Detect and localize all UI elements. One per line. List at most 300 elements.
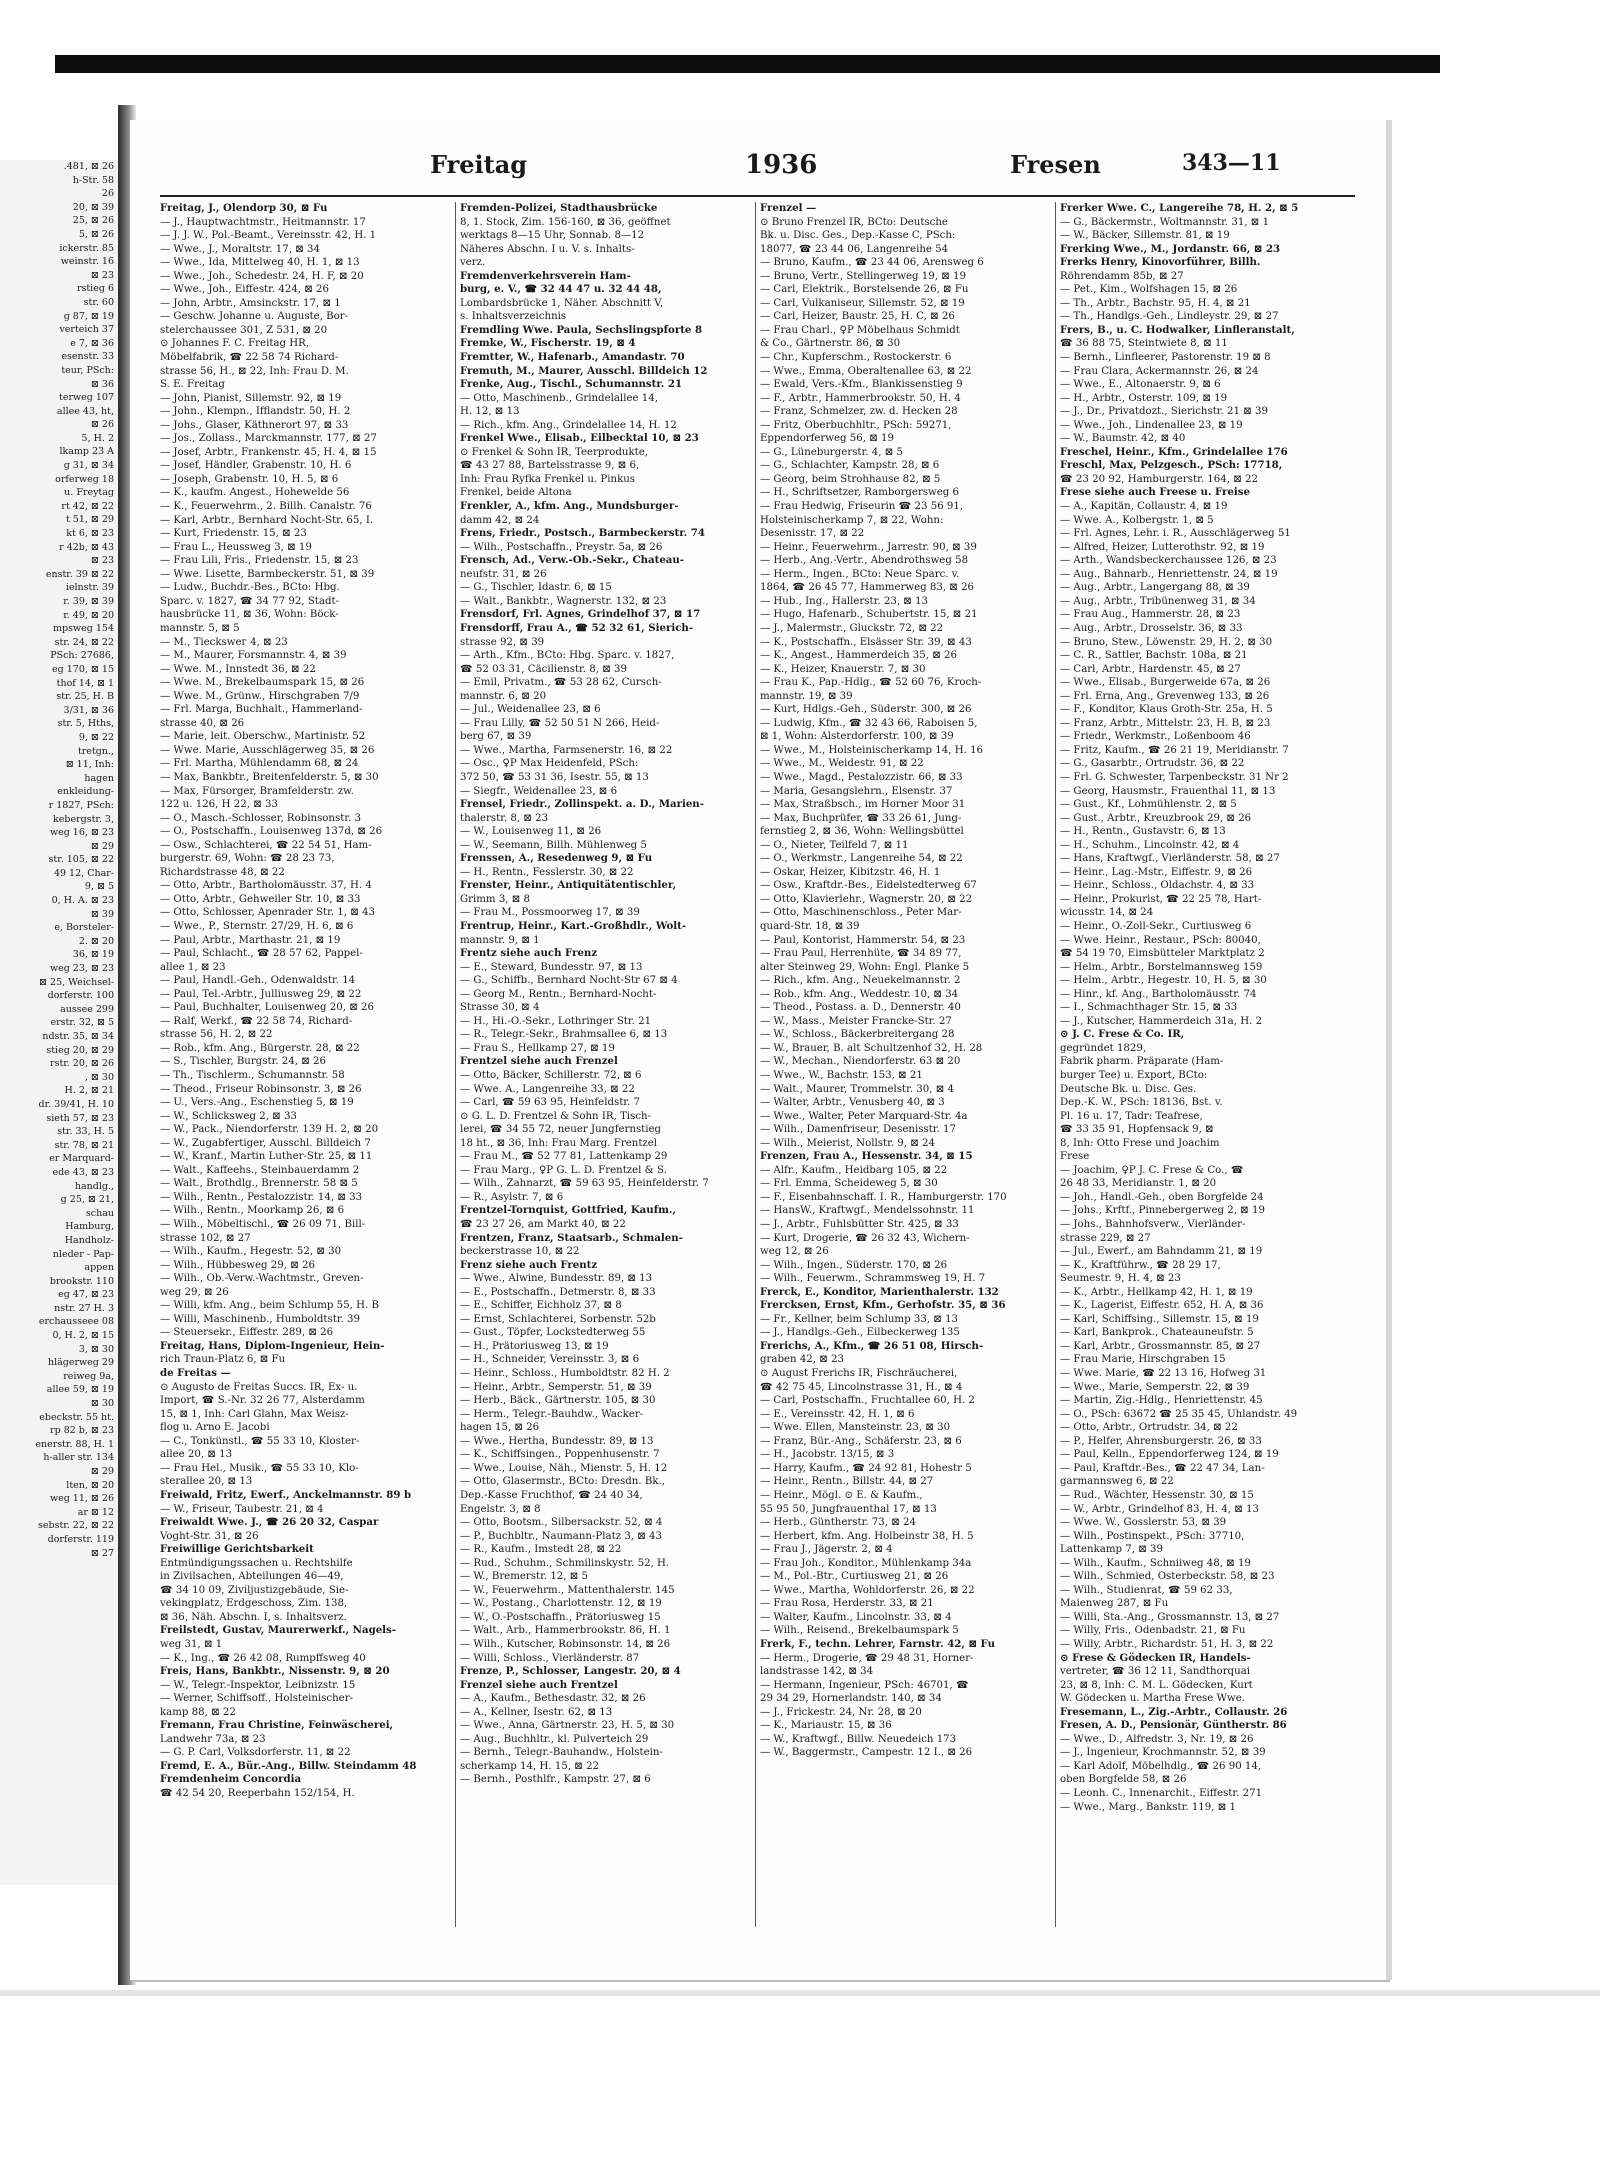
directory-entry: — J., Ingenieur, Krochmannstr. 52, ⊠ 39 [1060,1747,1266,1759]
directory-entry: — Aug., Arbtr., Drosselstr. 36, ⊠ 33 [1060,622,1243,634]
directory-entry: — Wilh., Hübbesweg 29, ⊠ 26 [160,1259,315,1271]
directory-entry: — Marie, leit. Oberschw., Martinistr. 52 [160,731,366,743]
directory-entry: — F., Eisenbahnschaff. I. R., Hamburgerstr. 170 [760,1191,1007,1203]
previous-page-line: ⊠ 27 [90,1547,114,1559]
directory-entry: Fremtter, W., Hafenarb., Amandastr. 70 [460,351,685,364]
directory-entry: — Paul, Buchhalter, Louisenweg 20, ⊠ 26 [160,1002,374,1014]
directory-entry: H. 12, ⊠ 13 [460,406,520,418]
previous-page-line: ⊠ 29 [90,1466,114,1477]
directory-entry: — W., Zugabfertiger, Ausschl. Billdeich 7 [160,1137,371,1149]
directory-entry: — Wilh., Möbeltischl., ☎ 26 09 71, Bill- [160,1219,366,1231]
directory-entry: — M., Tieckswег 4, ⊠ 23 [160,636,288,648]
previous-page-line: terweg 107 [59,392,114,404]
previous-page-line: rt 42, ⊠ 22 [61,500,114,512]
directory-entry: Freitag, Hans, Diplom-Ingenieur, Hein- [160,1339,385,1352]
directory-entry: ☎ 34 10 09, Ziviljustizgebäude, Sie- [160,1584,349,1596]
previous-page-line: 25, ⊠ 26 [72,215,114,227]
directory-entry: — W., Bremerstr. 12, ⊠ 5 [460,1571,589,1583]
directory-entry: ⊙ Augusto de Freitas Succs. IR, Ex- u. [160,1381,358,1393]
directory-entry: — Wwe., D., Alfredstr. 3, Nr. 19, ⊠ 26 [1060,1733,1254,1745]
directory-entry: Deutsche Bk. u. Disc. Ges. [1060,1083,1197,1095]
directory-entry: — Jul., Ewerf., am Bahndamm 21, ⊠ 19 [1060,1246,1263,1258]
directory-entry: 372 50, ☎ 53 31 36, Isestr. 55, ⊠ 13 [460,771,649,783]
directory-entry: Fremdling Wwe. Paula, Sechslingspforte 8 [460,323,703,336]
previous-page-line: ⊠ 39 [90,908,114,920]
directory-entry: 18 ht., ⊠ 36, Inh: Frau Marg. Frentzel [460,1137,658,1149]
previous-page-line: 9, ⊠ 5 [84,881,114,893]
directory-entry: werktags 8—15 Uhr, Sonnab. 8—12 [460,230,645,242]
directory-entry: — Osw., Schlachterei, ☎ 22 54 51, Ham- [160,839,372,851]
directory-entry: — W., Mechan., Niendorferstr. 63 ⊠ 20 [760,1056,961,1068]
directory-entry: — Carl, Vulkaniseur, Sillemstr. 52, ⊠ 19 [760,297,965,309]
directory-entry: — Hans, Kraftwgf., Vierländerstr. 58, ⊠ 27 [1060,853,1280,865]
directory-entry: — Frau K., Pap.-Hdlg., ☎ 52 60 76, Kroch- [760,677,982,689]
directory-entry: — H., Jacobstr. 13/15, ⊠ 3 [760,1449,895,1461]
directory-entry: — Gust., Kf., Lohmühlenstr. 2, ⊠ 5 [1060,799,1237,811]
directory-entry: — Wwe., Elisab., Burgerweide 67a, ⊠ 26 [1060,677,1271,689]
directory-entry: — Wilh., Rentn., Moorkamp 26, ⊠ 6 [160,1205,345,1217]
directory-entry: Fremdenheim Concordia [160,1773,302,1786]
directory-entry: ☎ 52 03 31, Cäcilienstr. 8, ⊠ 39 [460,663,627,675]
directory-entry: — O., Postschaffn., Louisenweg 137d, ⊠ 26 [160,826,383,838]
directory-entry: quard-Str. 18, ⊠ 39 [760,920,860,932]
directory-entry: — Heinr., Schloss., Oldachstr. 4, ⊠ 33 [1060,880,1255,892]
directory-entry: — P., Buchbltr., Naumann-Platz 3, ⊠ 43 [460,1530,663,1542]
directory-entry: Frensel, Friedr., Zollinspekt. a. D., Marien- [460,798,704,811]
directory-entry: Frercksen, Ernst, Kfm., Gerhofstr. 35, ⊠ 36 [760,1299,1006,1312]
directory-column-4 [1060,202,1352,1927]
directory-entry: — Wwe., Marie, Semperstr. 22, ⊠ 39 [1060,1381,1250,1393]
directory-entry: — Georg, Hausmstr., Frauenthal 11, ⊠ 13 [1060,785,1276,797]
directory-entry: Frenz siehe auch Frentz [460,1258,598,1271]
previous-page-line: nstr. 27 H. 3 [54,1302,114,1314]
directory-entry: — Bernh., Linfleerer, Pastorenstr. 19 ⊠ 8 [1060,352,1271,364]
directory-entry: — G., Schlachter, Kampstr. 28, ⊠ 6 [760,460,940,472]
directory-entry: — Ludw., Buchdr.-Bes., BCto: Hbg. [160,582,340,594]
directory-entry: Frese siehe auch Freese u. Freise [1060,486,1250,499]
directory-entry: — Georg M., Rentn., Bernhard-Nocht- [460,988,657,1000]
directory-entry: — Oskar, Heizer, Kibitzstr. 46, H. 1 [760,866,941,878]
previous-page-line: ickerstr. 85 [59,242,114,254]
directory-entry: — J., Kutscher, Hammerdeich 31a, H. 2 [1060,1015,1263,1027]
previous-page-line: ⊠ 11, Inh: [65,759,114,771]
directory-entry: s. Inhaltsverzeichnis [460,311,567,323]
directory-entry: Frentz siehe auch Frenz [460,947,598,960]
directory-entry: — C. R., Sattler, Bachstr. 108a, ⊠ 21 [1060,650,1248,662]
directory-entry: — Harry, Kaufm., ☎ 24 92 81, Hohestr 5 [760,1462,972,1474]
directory-entry: — Wwe., Joh., Schedestr. 24, H. F, ⊠ 20 [160,270,364,282]
directory-entry: — H., Schuhm., Lincolnstr. 42, ⊠ 4 [1060,839,1240,851]
directory-entry: Sparc. v. 1827, ☎ 34 77 92, Stadt- [160,595,340,607]
previous-page-line: t 51, ⊠ 29 [65,514,114,526]
directory-entry: — H., Rentn., Fesslerstr. 30, ⊠ 22 [460,866,634,878]
directory-entry: Inh: Frau Ryfka Frenkel u. Pinkus [460,473,636,485]
directory-entry: S. E. Freitag [160,379,225,391]
directory-entry: — Joh., Handl.-Geh., oben Borgfelde 24 [1060,1191,1264,1203]
previous-page-line: .481, ⊠ 26 [63,161,114,172]
previous-page-line: 36, ⊠ 19 [72,949,114,961]
directory-entry: 1864, ☎ 26 45 77, Hammerweg 83, ⊠ 26 [760,582,975,594]
directory-entry: — Heinr., Arbtr., Semperstr. 51, ⊠ 39 [460,1381,652,1393]
directory-entry: — Carl, Arbtr., Hardenstr. 45, ⊠ 27 [1060,663,1241,675]
directory-entry: ⊙ G. L. D. Frentzel & Sohn IR, Tisch- [460,1110,652,1122]
directory-entry: — Willi, kfm. Ang., beim Schlump 55, H. B [160,1300,379,1312]
directory-entry: — Theod., Friseur Robinsonstr. 3, ⊠ 26 [160,1083,362,1095]
directory-entry: gegründet 1829, [1060,1042,1147,1054]
directory-entry: ⊙ Johannes F. C. Freitag HR, [160,338,310,350]
directory-entry: — Otto, Glasermstr., BCto: Dresdn. Bk., [460,1476,665,1488]
directory-entry: — O., Werkmstr., Langenreihe 54, ⊠ 22 [760,853,963,865]
previous-page-line: ⊠ 36 [90,378,114,390]
directory-entry: — S., Tischler, Burgstr. 24, ⊠ 26 [160,1056,326,1068]
directory-entry: — Frau Marg., ♀P G. L. D. Frentzel & S. [460,1164,667,1176]
previous-page-line: ⊠ 29 [90,840,114,852]
directory-entry: — Walter, Kaufm., Lincolnstr. 33, ⊠ 4 [760,1611,952,1623]
directory-entry: Grimm 3, ⊠ 8 [460,893,531,905]
directory-entry: — Jos., Zollass., Marckmannstr. 177, ⊠ 27 [160,433,377,445]
directory-entry: — Walt., Brothdlg., Brennerstr. 58 ⊠ 5 [160,1178,358,1190]
directory-entry: — Friedr., Werkmstr., Loßenboom 46 [1060,731,1251,743]
directory-entry: strasse 56, H. 2, ⊠ 22 [160,1029,273,1041]
previous-page-line: 0, H. 2, ⊠ 15 [52,1330,114,1342]
previous-page-line: g 31, ⊠ 34 [63,460,114,472]
previous-page-line: rstr. 20, ⊠ 26 [50,1058,114,1070]
previous-page-line: , ⊠ 30 [84,1071,114,1083]
directory-column-3 [760,202,1052,1927]
directory-entry: Freitag, J., Olendorp 30, ⊠ Fu [160,202,328,214]
directory-entry: Frenkel, beide Altona [460,487,572,499]
directory-entry: kamp 88, ⊠ 22 [160,1706,236,1718]
previous-page-line: weinstr. 16 [60,256,114,268]
directory-entry: — Fritz, Kaufm., ☎ 26 21 19, Meridianstr. 7 [1060,744,1289,756]
directory-entry: — Heinr., Mögl. ⊙ E. & Kaufm., [760,1489,923,1501]
directory-entry: — Frau Charl., ♀P Möbelhaus Schmidt [760,324,960,336]
directory-entry: — Karl, Arbtr., Bernhard Nocht-Str. 65, I. [160,514,374,526]
directory-entry: — Karl, Bankprok., Chateauneufstr. 5 [1060,1327,1254,1339]
directory-entry: — Willi, Schloss., Vierländerstr. 87 [460,1652,640,1664]
directory-entry: weg 29, ⊠ 26 [160,1286,229,1298]
directory-entry: — Wilh., Ob.-Verw.-Wachtmstr., Greven- [160,1273,364,1285]
directory-entry: — Rud., Schuhm., Schmilinskystr. 52, H. [460,1557,670,1569]
directory-entry: — Paul, Schlacht., ☎ 28 57 62, Pappel- [160,948,363,960]
directory-entry: Frerichs, A., Kfm., ☎ 26 51 08, Hirsch- [760,1339,984,1352]
directory-entry: W. Gödecken u. Martha Frese Wwe. [1060,1693,1245,1705]
directory-entry: — Frau Hel., Musik., ☎ 55 33 10, Klo- [160,1462,359,1474]
previous-page-line: PSch: 27686, [50,650,114,662]
directory-entry: — W., Bäcker, Sillemstr. 81, ⊠ 19 [1060,230,1230,242]
directory-entry: — Max, Straßbsch., im Horner Moor 31 [760,799,966,811]
directory-entry: — Bruno, Stew., Löwenstr. 29, H. 2, ⊠ 30 [1060,636,1273,648]
directory-entry: 15, ⊠ 1, Inh: Carl Glahn, Max Weisz- [160,1408,349,1420]
directory-entry: — Wilh., Rentn., Pestalozzistr. 14, ⊠ 33 [160,1191,363,1203]
directory-entry: — O., Nieter, Teilfeld 7, ⊠ 11 [760,839,909,851]
directory-entry: — John, Pianist, Sillemstr. 92, ⊠ 19 [160,392,342,404]
previous-page-line: h-Str. 58 [72,174,114,186]
previous-page-edge [0,160,118,1885]
previous-page-line: kt 6, ⊠ 23 [66,528,114,540]
directory-entry: — Hugo, Hafenarb., Schubertstr. 15, ⊠ 21 [760,609,978,621]
directory-entry: — Arth., Wandsbeckerchaussee 126, ⊠ 23 [1060,555,1277,567]
directory-entry: Eppendorferweg 56, ⊠ 19 [760,433,894,445]
directory-entry: Freiwald, Fritz, Ewerf., Anckelmannstr. 89 b [160,1488,412,1501]
directory-entry: — H., Schriftsetzer, Ramborgersweg 6 [760,487,960,499]
directory-entry: — Wilh., Schmied, Osterbeckstr. 58, ⊠ 23 [1060,1571,1275,1583]
directory-entry: — Wilh., Kaufm., Schniiweg 48, ⊠ 19 [1060,1557,1251,1569]
directory-entry: — Ewald, Vers.-Kfm., Blankissenstieg 9 [760,379,963,391]
directory-entry: — Bruno, Kaufm., ☎ 23 44 06, Arensweg 6 [760,257,984,269]
previous-page-line: ede 43, ⊠ 23 [52,1166,114,1178]
previous-page-line: ⊠ 23 [90,269,114,281]
directory-entry: — Paul, Arbtr., Marthastr. 21, ⊠ 19 [160,934,341,946]
previous-page-line: str. 78, ⊠ 21 [54,1139,114,1151]
directory-entry: — Heinr., Prokurist, ☎ 22 25 78, Hart- [1060,893,1262,905]
directory-entry: ☎ 23 20 92, Hamburgerstr. 164, ⊠ 22 [1060,473,1258,485]
previous-page-line: 2. ⊠ 20 [78,935,114,947]
previous-page-line: lten, ⊠ 20 [66,1479,114,1491]
directory-entry: ☎ 36 88 75, Steintwiete 8, ⊠ 11 [1060,338,1228,350]
directory-entry: neufstr. 31, ⊠ 26 [460,568,547,580]
directory-entry: — Walter, Arbtr., Venusberg 40, ⊠ 3 [760,1097,945,1109]
directory-entry: — A., Kapitän, Collaustr. 4, ⊠ 19 [1060,501,1228,513]
directory-entry: — Frau M., Possmoorweg 17, ⊠ 39 [460,907,640,919]
directory-entry: Frensdorf, Frl. Agnes, Grindelhof 37, ⊠ 17 [460,608,701,621]
directory-entry: Freilstedt, Gustav, Maurerwerkf., Nagels- [160,1624,397,1637]
directory-entry: weg 31, ⊠ 1 [160,1638,223,1650]
directory-entry: stelerchaussee 301, Z 531, ⊠ 20 [160,324,328,336]
previous-page-line: erstr. 32, ⊠ 5 [50,1017,114,1029]
directory-entry: Frenzel siehe auch Frentzel [460,1678,618,1691]
directory-entry: — F., Konditor, Klaus Groth-Str. 25a, H. 5 [1060,704,1273,716]
directory-entry: — Wwe. M., Brekelbaumspark 15, ⊠ 26 [160,677,365,689]
directory-entry: — H., Rentn., Gustavstr. 6, ⊠ 13 [1060,826,1226,838]
directory-entry: — Wwe. A., Langenreihe 33, ⊠ 22 [460,1083,635,1095]
directory-entry: Frenkel Wwe., Elisab., Eilbecktal 10, ⊠ 23 [460,432,699,445]
directory-entry: — Frau L., Heussweg 3, ⊠ 19 [160,541,312,553]
previous-page-line: str. 24, ⊠ 22 [54,636,114,648]
directory-entry: — Frau Lilly, ☎ 52 50 51 N 266, Heid- [460,717,660,729]
previous-page-line: h-aller str. 134 [43,1452,114,1464]
directory-entry: — Wwe., Joh., Eiffestr. 424, ⊠ 26 [160,284,330,296]
directory-entry: — K., Postschaffn., Elsässer Str. 39, ⊠ 43 [760,636,972,648]
directory-entry: — Kurt, Drogerie, ☎ 26 32 43, Wichern- [760,1232,970,1244]
directory-entry: — Walt., Maurer, Trommelstr. 30, ⊠ 4 [760,1083,954,1095]
directory-entry: mannstr. 5, ⊠ 5 [160,622,240,634]
directory-entry: Holsteinischerkamp 7, ⊠ 22, Wohn: [760,514,944,526]
previous-page-line: tretgn., [77,745,114,757]
previous-page-line: g 87, ⊠ 19 [63,310,114,322]
directory-entry: — Fritz, Oberbuchhltr., PSch: 59271, [760,419,952,431]
directory-entry: — J., Hauptwachtmstr., Heitmannstr. 17 [160,216,366,228]
directory-entry: — Rich., kfm. Ang., Neuekelmannstr. 2 [760,975,961,987]
previous-page-line: r 42b, ⊠ 43 [59,541,114,553]
directory-entry: flog u. Arno E. Jacobi [160,1422,270,1434]
directory-entry: Entmündigungssachen u. Rechtshilfe [160,1557,353,1569]
directory-entry: — I., Schmachthager Str. 15, ⊠ 33 [1060,1002,1238,1014]
directory-entry: ☎ 43 27 88, Bartelsstrasse 9, ⊠ 6, [460,460,640,472]
header-name-range: Fresen [1010,150,1101,179]
directory-entry: — K., Kraftführw., ☎ 28 29 17, [1060,1259,1221,1271]
previous-page-line: nleder - Pap- [52,1248,114,1260]
directory-entry: Möbelfabrik, ☎ 22 58 74 Richard- [160,352,339,364]
previous-page-line: sebstr. 22, ⊠ 22 [37,1520,114,1532]
previous-page-line: r. 49, ⊠ 20 [63,609,114,621]
directory-entry: — A., Kaufm., Bethesdastr. 32, ⊠ 26 [460,1693,646,1705]
previous-page-line: ⊠ 25, Weichsel- [39,976,114,988]
directory-entry: — Carl, ☎ 59 63 95, Heinfeldstr. 7 [460,1097,641,1109]
directory-entry: Richardstrasse 48, ⊠ 22 [160,866,285,878]
directory-entry: — M., Pol.-Btr., Curtiusweg 21, ⊠ 26 [760,1571,949,1583]
directory-entry: — Herm., Telegr.-Bauhdw., Wacker- [460,1408,644,1420]
directory-entry: — Bruno, Vertr., Stellingerweg 19, ⊠ 19 [760,270,966,282]
directory-entry: — Bernh., Telegr.-Bauhandw., Holstein- [460,1747,663,1759]
directory-entry: — P., Helfer, Ahrensburgerstr. 26, ⊠ 33 [1060,1435,1262,1447]
directory-entry: fernstieg 2, ⊠ 36, Wohn: Wellingsbüttel [760,826,964,838]
directory-entry: — Otto, Arbtr., Gehweiler Str. 10, ⊠ 33 [160,893,361,905]
directory-entry: Frers, B., u. C. Hodwalker, Linfleranstalt, [1060,323,1295,336]
directory-entry: — Carl, Postschaffn., Fruchtallee 60, H. 2 [760,1395,975,1407]
directory-entry: — Paul, Kraftdr.-Bes., ☎ 22 47 34, Lan- [1060,1462,1265,1474]
directory-entry: ☎ 42 54 20, Reeperbahn 152/154, H. [160,1787,355,1799]
directory-entry: — J., Arbtr., Fuhlsbütter Str. 425, ⊠ 33 [760,1219,959,1231]
directory-entry: — Siegfr., Weidenallee 23, ⊠ 6 [460,785,618,797]
previous-page-line: eg 47, ⊠ 23 [58,1289,114,1301]
previous-page-line: 3/31, ⊠ 36 [63,704,114,716]
directory-entry: — Otto, Bootsm., Silbersackstr. 52, ⊠ 4 [460,1517,663,1529]
previous-page-line: ⊠ 23 [90,555,114,567]
directory-entry: — W., Schlicksweg 2, ⊠ 33 [160,1110,297,1122]
directory-entry: — W., Telegr.-Inspektor, Leibnizstr. 15 [160,1679,356,1691]
previous-page-line: aussee 299 [60,1003,114,1015]
previous-page-line: kebergstr. 3, [53,813,114,825]
directory-entry: — Hermann, Ingenieur, PSch: 46701, ☎ [760,1679,969,1691]
directory-entry: ☎ 54 19 70, Eimsbütteler Marktplatz 2 [1060,948,1265,960]
directory-entry: 26 48 33, Meridianstr. 1, ⊠ 20 [1060,1178,1217,1190]
directory-entry: — Wilh., Studienrat, ☎ 59 62 33, [1060,1584,1233,1596]
directory-entry: Lombardsbrücke 1, Näher. Abschnitt V, [460,297,664,309]
directory-entry: — HansW., Kraftwgf., Mendelssohnstr. 11 [760,1205,975,1217]
previous-page-line: ndstr. 35, ⊠ 34 [42,1031,114,1042]
directory-entry: — Franz, Arbtr., Mittelstr. 23, H. B, ⊠ 23 [1060,717,1271,729]
directory-entry: Frese [1060,1151,1090,1163]
directory-entry: — Frau S., Hellkamp 27, ⊠ 19 [460,1042,615,1054]
directory-entry: — H., Hi.-O.-Sekr., Lothringer Str. 21 [460,1015,652,1027]
directory-entry: — K., Feuerwehrm., 2. Billh. Canalstr. 76 [160,501,372,513]
directory-entry: — Max, Fürsorger, Bramfelderstr. zw. [160,785,354,797]
previous-page-line: orferweg 18 [55,473,114,485]
directory-entry: — K., Lagerist, Eiffestr. 652, H. A, ⊠ 36 [1060,1300,1264,1312]
directory-entry: — Wwe., E., Altonaerstr. 9, ⊠ 6 [1060,379,1221,391]
previous-page-line: ebeckstr. 55 ht. [39,1411,114,1423]
directory-entry: — Hub., Ing., Hallerstr. 23, ⊠ 13 [760,595,929,607]
directory-entry: Fremden-Polizei, Stadthausbrücke [460,202,658,214]
directory-entry: Bk. u. Disc. Ges., Dep.-Kasse C, PSch: [760,230,956,242]
directory-entry: — W., O.-Postschaffn., Prätoriusweg 15 [460,1611,661,1623]
directory-entry: mannstr. 9, ⊠ 1 [460,934,540,946]
previous-page-line: 0, H. A. ⊠ 23 [51,895,114,907]
directory-entry: — Wilh., Reisend., Brekelbaumspark 5 [760,1625,959,1637]
column-divider [1055,202,1056,1927]
directory-entry: — Wwe., Magd., Pestalozzistr. 66, ⊠ 33 [760,771,963,783]
directory-entry: — K., kaufm. Angest., Hohewelde 56 [160,487,350,499]
directory-entry: Frenssen, A., Resedenweg 9, ⊠ Fu [460,852,653,865]
directory-entry: — Otto, Schlosser, Apenrader Str. 1, ⊠ 43 [160,907,375,919]
directory-entry: — Paul, Tel.-Arbtr., Julliusweg 29, ⊠ 22 [160,988,362,1000]
previous-page-line: str. 33, H. 5 [57,1126,114,1138]
directory-entry: Frerking Wwe., M., Jordanstr. 66, ⊠ 23 [1060,242,1281,255]
directory-entry: lerei, ☎ 34 55 72, neuer Jungfernstieg [460,1124,662,1136]
directory-entry: — Wwe. Lisette, Barmbeckerstr. 51, ⊠ 39 [160,568,375,580]
directory-entry: Fremuth, M., Maurer, Ausschl. Billdeich 12 [460,364,708,377]
directory-entry: — W., Baumstr. 42, ⊠ 40 [1060,433,1186,445]
directory-entry: — W., Friseur, Taubestr. 21, ⊠ 4 [160,1503,324,1515]
page-edge-shadow [1386,120,1392,1980]
directory-entry: Frensch, Ad., Verw.-Ob.-Sekr., Chateau- [460,554,685,567]
directory-entry: — Wwe. W., Gosslerstr. 53, ⊠ 39 [1060,1517,1227,1529]
previous-page-line: str. 25, H. B [56,691,114,703]
directory-entry: Näheres Abschn. I u. V. s. Inhalts- [460,243,635,255]
directory-entry: — Geschw. Johanne u. Auguste, Bor- [160,311,349,323]
directory-entry: 8, Inh: Otto Frese und Joachim [1060,1137,1220,1149]
directory-entry: weg 12, ⊠ 26 [760,1246,829,1258]
directory-entry: — Wilh., Kutscher, Robinsonstr. 14, ⊠ 26 [460,1638,671,1650]
directory-entry: — Aug., Buchhltr., kl. Pulverteich 29 [460,1733,649,1745]
directory-entry: Pl. 16 u. 17, Tadr: Teafrese, [1060,1110,1203,1122]
directory-entry: — Wwe., Walter, Peter Marquard-Str. 4a [760,1110,968,1122]
directory-entry: — J., Frickestr. 24, Nr. 28, ⊠ 20 [760,1706,922,1718]
directory-entry: — Aug., Arbtr., Langergang 88, ⊠ 39 [1060,582,1250,594]
previous-page-line: g 25, ⊠ 21, [60,1194,114,1206]
previous-page-line: allee 59, ⊠ 19 [46,1384,114,1396]
directory-entry: ⊙ Frese & Gödecken IR, Handels- [1060,1651,1251,1664]
directory-entry: — Frau Paul, Herrenhüte, ☎ 34 89 77, [760,948,962,960]
directory-entry: — John, Arbtr., Amsinckstr. 17, ⊠ 1 [160,297,341,309]
directory-entry: in Zivilsachen, Abteilungen 46—49, [160,1571,344,1583]
previous-page-line: brookstr. 110 [49,1275,114,1287]
directory-entry: — Max, Bankbtr., Breitenfelderstr. 5, ⊠ 30 [160,771,379,783]
directory-entry: — Wilh., Zahnarzt, ☎ 59 63 95, Heinfelderstr. 7 [460,1178,709,1190]
previous-page-line: 3, ⊠ 30 [78,1343,114,1355]
previous-page-line: e 7, ⊠ 36 [70,337,114,349]
previous-page-line: hlägerweg 29 [47,1357,114,1369]
previous-page-line: str. 60 [83,296,114,308]
directory-entry: — Wwe., Joh., Lindenallee 23, ⊠ 19 [1060,419,1243,431]
directory-entry: — R., Asylstr. 7, ⊠ 6 [460,1191,564,1203]
directory-entry: — Th., Arbtr., Bachstr. 95, H. 4, ⊠ 21 [1060,297,1251,309]
directory-entry: Freis, Hans, Bankbtr., Nissenstr. 9, ⊠ 20 [160,1665,390,1678]
scan-top-border [55,55,1440,73]
directory-entry: Frenster, Heinr., Antiquitätentischler, [460,879,677,892]
directory-entry: — H., Prätoriusweg 13, ⊠ 19 [460,1340,609,1352]
directory-entry: wicusstr. 14, ⊠ 24 [1060,907,1154,919]
directory-entry: — Otto, Bäcker, Schillerstr. 72, ⊠ 6 [460,1070,642,1081]
directory-entry: Frenze, P., Schlosser, Langestr. 20, ⊠ 4 [460,1665,681,1678]
previous-page-line: r. 39, ⊠ 39 [63,596,114,607]
directory-entry: — G., Gasarbtr., Ortrudstr. 36, ⊠ 22 [1060,758,1245,770]
directory-entry: 8, 1. Stock, Zim. 156-160, ⊠ 36, geöffnet [460,216,671,228]
directory-entry: Fremke, W., Fischerstr. 19, ⊠ 4 [460,337,636,350]
directory-entry: — Alfred, Heizer, Lutterothstr. 92, ⊠ 19 [1060,541,1265,553]
directory-entry: burger Tee) u. Export, BCto: [1060,1070,1208,1081]
directory-entry: rich Traun-Platz 6, ⊠ Fu [160,1354,286,1366]
directory-entry: Fremdenverkehrsverein Ham- [460,269,631,282]
directory-entry: — Otto, Maschinenschloss., Peter Mar- [760,907,962,919]
previous-page-line: eg 170, ⊠ 15 [52,663,114,675]
previous-page-line: lkamp 23 A [59,446,114,458]
directory-entry: — Fr., Kellner, beim Schlump 33, ⊠ 13 [760,1313,959,1325]
directory-entry: burgerstr. 69, Wohn: ☎ 28 23 73, [160,853,335,865]
directory-entry: — Martin, Zig.-Hdlg., Henriettenstr. 45 [1060,1395,1263,1407]
directory-entry: — Wwe. M., Grünw., Hirschgraben 7/9 [160,690,360,702]
